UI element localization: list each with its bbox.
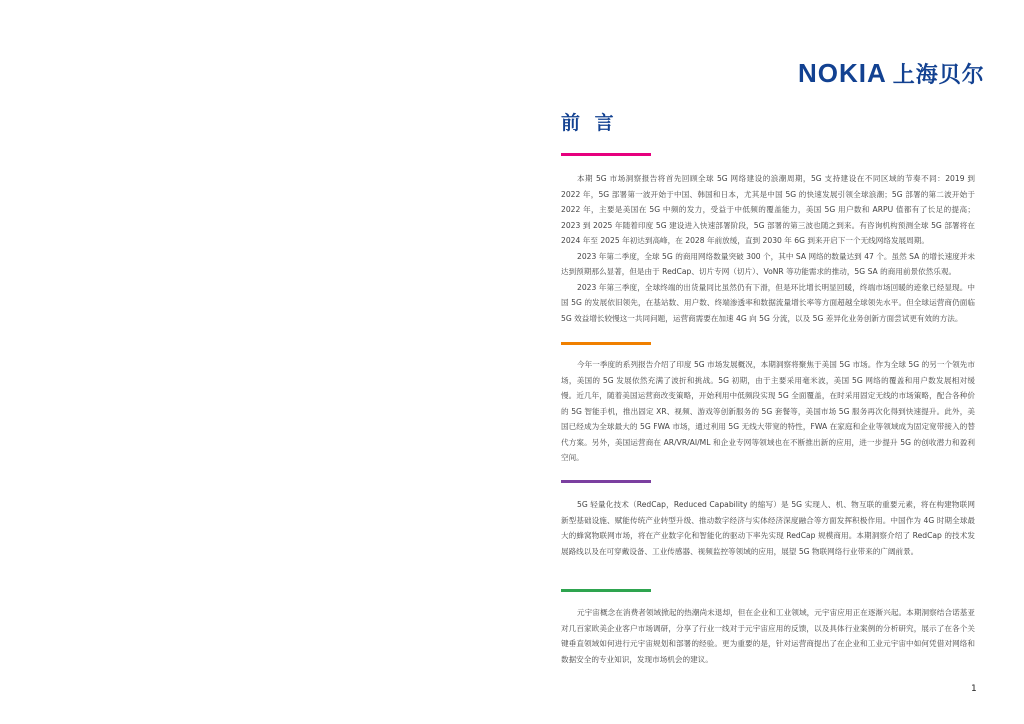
paragraph: 2023 年第二季度，全球 5G 的商用网络数量突破 300 个，其中 SA 网络的数量达到 47 个。虽然 SA 的增长速度并未达到预期那么显著，但是由于 RedCap、切片专网（切片）、VoNR 等功能需求的推动，5G SA 的商用前景依然乐观。 (561, 251, 975, 276)
paragraph: 今年一季度的系列报告介绍了印度 5G 市场发展概况，本期洞察将聚焦于美国 5G 市场。作为全球 5G 的另一个领先市场，美国的 5G 发展依然充满了波折和挑战。5G 初期，由于主要采用毫米波，美国 5G 网络的覆盖和用户数发展相对缓慢。近几年，随着美国运营商改变策略，开始利用中低频段实现 5G 全面覆盖，在时采用固定无线的市场策略，配合各种价的 5G 智能手机，推出固定 XR、视频、游戏等创新服务的 5G 套餐等，美国市场 5G 服务再次化得到快速提升。此外，美国已经成为全球最大的 5G FWA 市场，通过利用 5G 无线大带宽的特性，FWA 在家庭和企业等领域成为固定宽带接入的替代方案。另外，美国运营商在 AR/VR/AI/ML 和企业专网等领域也在不断推出新的应用，进一步提升 5G 的创收潜力和盈利空间。 (561, 360, 975, 462)
logo-brand-text: NOKIA (798, 58, 887, 88)
section-divider-pink (561, 153, 651, 156)
paragraph: 5G 轻量化技术（RedCap，Reduced Capability 的缩写）是 5G 实现人、机、物互联的重要元素，将在构建物联网新型基础设施、赋能传统产业转型升级、推动数字经济与实体经济深度融合等方面发挥积极作用。中国作为 4G 时期全球最大的蜂窝物联网市场，将在产业数字化和智能化的驱动下率先实现 RedCap 规模商用。本期洞察介绍了 RedCap 的技术发展路线以及在可穿戴设备、工业传感器、视频监控等领域的应用，展望 5G 物联网络行业带来的广阔前景。 (561, 500, 975, 556)
nokia-shanghai-bell-logo (798, 58, 985, 89)
logo-chinese-text: 上海贝尔 (892, 62, 985, 88)
page-title: 前 言 (561, 112, 618, 134)
page-number: 1 (971, 684, 977, 694)
section-intro-5g-waves (561, 171, 975, 326)
section-redcap (561, 497, 975, 559)
section-divider-purple (561, 480, 651, 483)
section-divider-green (561, 589, 651, 592)
paragraph: 2023 年第三季度，全球终端的出货量同比虽然仍有下滑，但是环比增长明显回暖，终端市场回暖的迹象已经显现。中国 5G 的发展依旧领先，在基站数、用户数、终端渗透率和数据流量增长率等方面超越全球领先水平。但全球运营商仍面临 5G 效益增长较慢这一共同问题，运营商需要在加速 4G 向 5G 分流，以及 5G 差异化业务创新方面尝试更有效的方法。 (561, 282, 975, 323)
paragraph: 本期 5G 市场洞察报告将首先回顾全球 5G 网络建设的浪潮周期，5G 支持建设在不同区域的节奏不同：2019 到 2022 年，5G 部署第一波开始于中国、韩国和日本，尤其是中国 5G 的快速发展引领全球浪潮；5G 部署的第二波开始于 2022 年，主要是美国在 5G 中频的发力，受益于中低频的覆盖能力，美国 5G 用户数和 ARPU 值都有了长足的提高；2023 到 2025 年随着印度 5G 建设进入快速部署阶段，5G 部署的第三波也随之到来。有咨询机构预测全球 5G 部署将在 2024 年至 2025 年初达到高峰，在 2028 年前放缓，直到 2030 年 6G 到来开启下一个无线网络发展周期。 (561, 174, 975, 245)
paragraph: 元宇宙概念在消费者领域掀起的热潮尚未退却，但在企业和工业领域，元宇宙应用正在逐渐兴起。本期洞察结合诺基亚对几百家欧美企业客户市场调研，分享了行业一线对于元宇宙应用的反馈，以及具体行业案例的分析研究，展示了在各个关键垂直领域如何进行元宇宙规划和部署的经验。更为重要的是，针对运营商提出了在企业和工业元宇宙中如何凭借对网络和数据安全的专业知识，发现市场机会的建议。 (561, 608, 975, 664)
section-us-market (561, 357, 975, 466)
section-divider-orange (561, 342, 651, 345)
section-metaverse (561, 605, 975, 667)
